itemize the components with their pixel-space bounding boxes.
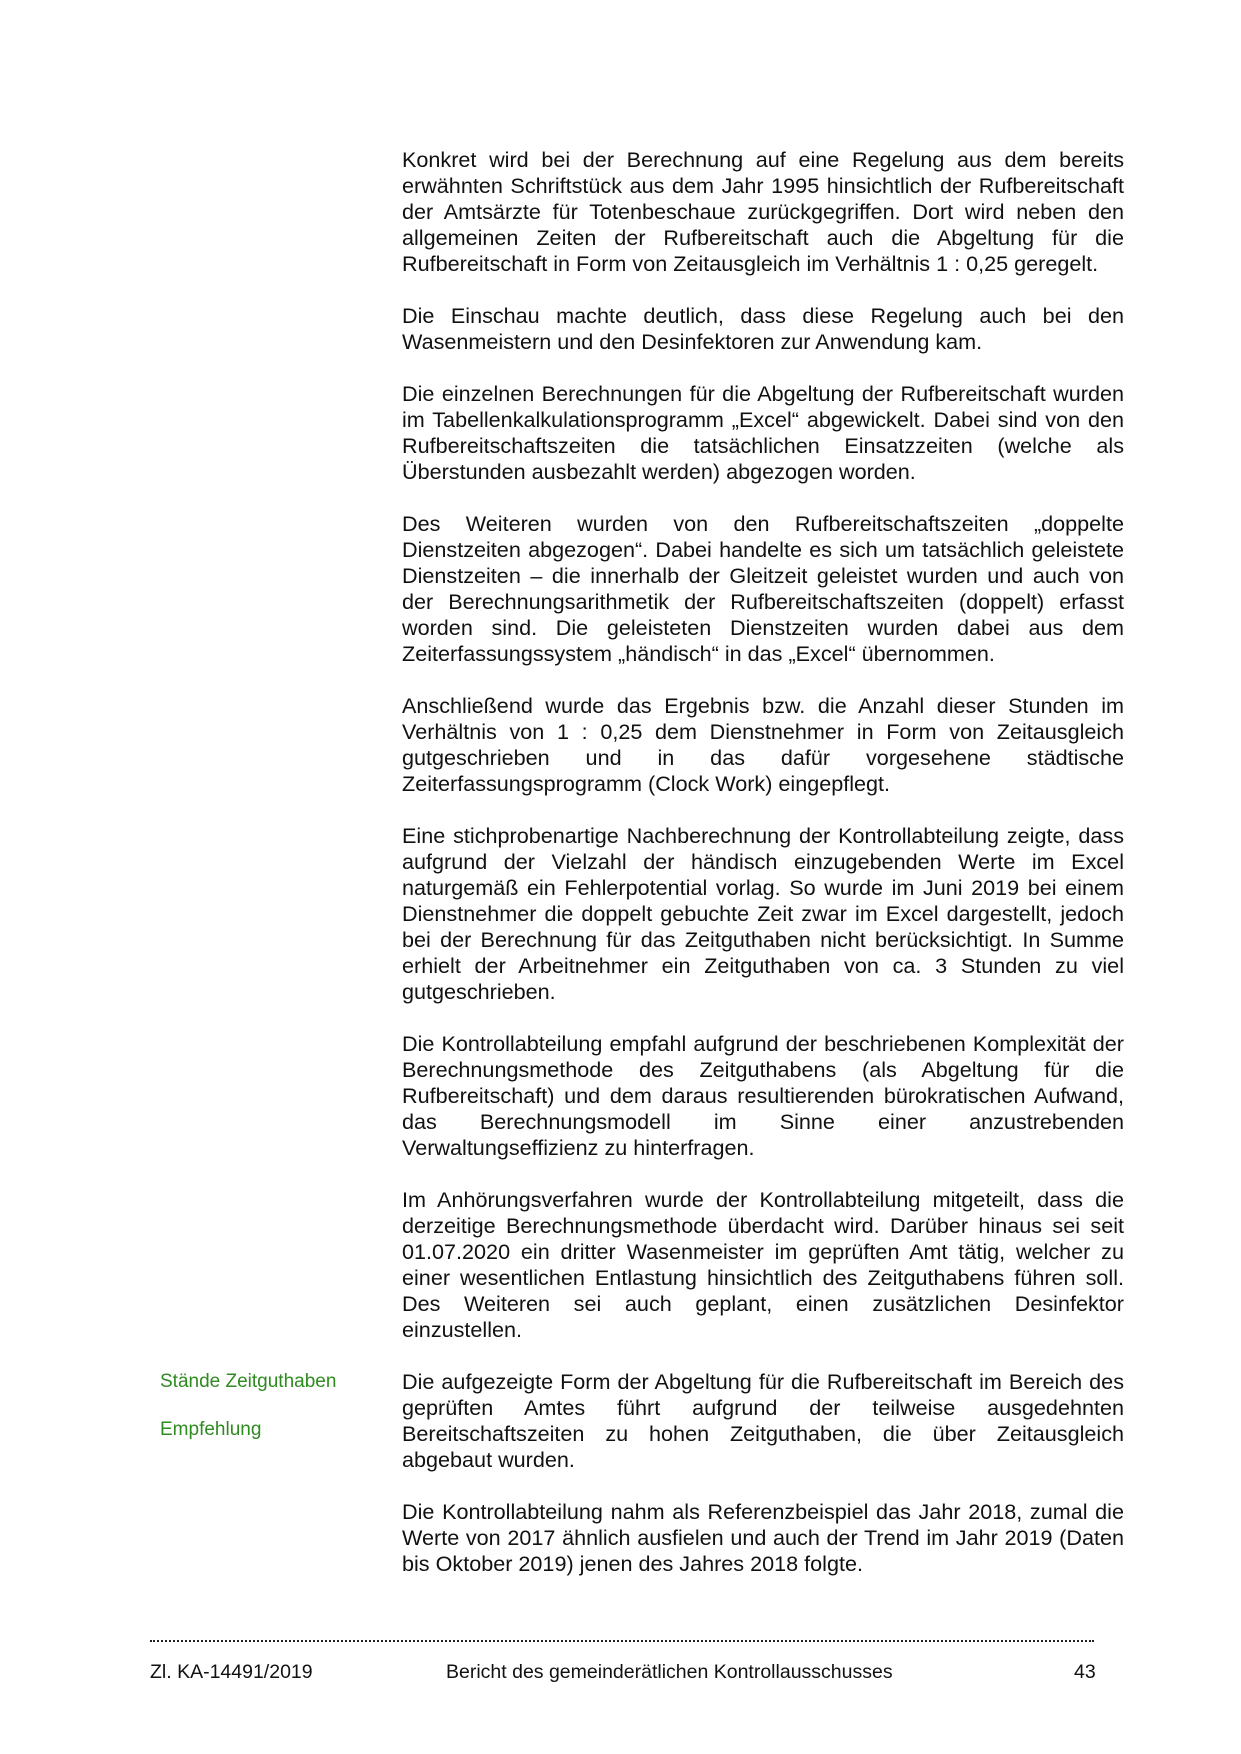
paragraph-5: Anschließend wurde das Ergebnis bzw. die Anzahl dieser Stunden im Verhältnis von 1 : 0,25 dem Dienstnehmer in Form von Zeitausgleich gutgeschrieben und in das dafür vorgesehene städtische Zeiterfassungsprogramm (Clock Work) eingepflegt.: [402, 693, 1124, 796]
paragraph-9: Die aufgezeigte Form der Abgeltung für die Rufbereitschaft im Bereich des geprüften Amtes führt aufgrund der teilweise ausgedehnten Bereitschaftszeiten zu hohen Zeitguthaben, die über Zeitausgleich abgebaut wurden.: [402, 1369, 1124, 1472]
footer-page-number: 43: [1074, 1661, 1096, 1683]
paragraph-3: Die einzelnen Berechnungen für die Abgeltung der Rufbereitschaft wurden im Tabellenkalkulationsprogramm „Excel“ abgewickelt. Dabei sind von den Rufbereitschaftszeiten die tatsächlichen Einsatzzeiten (welche als Überstunden ausbezahlt werden) abgezogen worden.: [402, 381, 1124, 484]
footer-title: Bericht des gemeinderätlichen Kontrollausschusses: [446, 1661, 893, 1683]
footer-reference: Zl. KA-14491/2019: [150, 1661, 313, 1683]
margin-note-empfehlung: Empfehlung: [160, 1419, 262, 1440]
paragraph-6: Eine stichprobenartige Nachberechnung der Kontrollabteilung zeigte, dass aufgrund der Vielzahl der händisch einzugebenden Werte im Excel naturgemäß ein Fehlerpotential vorlag. So wurde im Juni 2019 bei einem Dienstnehmer die doppelt gebuchte Zeit zwar im Excel dargestellt, jedoch bei der Berechnung für das Zeitguthaben nicht berücksichtigt. In Summe erhielt der Arbeitnehmer ein Zeitguthaben von ca. 3 Stunden zu viel gutgeschrieben.: [402, 823, 1124, 1004]
paragraph-1: Konkret wird bei der Berechnung auf eine Regelung aus dem bereits erwähnten Schriftstück aus dem Jahr 1995 hinsichtlich der Rufbereitschaft der Amtsärzte für Totenbeschaue zurückgegriffen. Dort wird neben den allgemeinen Zeiten der Rufbereitschaft auch die Abgeltung für die Rufbereitschaft in Form von Zeitausgleich im Verhältnis 1 : 0,25 geregelt.: [402, 147, 1124, 276]
report-body: [402, 147, 1124, 1603]
margin-note-staende-zeitguthaben: Stände Zeitguthaben: [160, 1371, 337, 1392]
paragraph-2: Die Einschau machte deutlich, dass diese Regelung auch bei den Wasenmeistern und den Desinfektoren zur Anwendung kam.: [402, 303, 1124, 354]
paragraph-7: Die Kontrollabteilung empfahl aufgrund der beschriebenen Komplexität der Berechnungsmethode des Zeitguthabens (als Abgeltung für die Rufbereitschaft) und dem daraus resultierenden bürokratischen Aufwand, das Berechnungsmodell im Sinne einer anzustrebenden Verwaltungseffizienz zu hinterfragen.: [402, 1031, 1124, 1160]
footer-dotted-rule: [150, 1632, 1094, 1642]
paragraph-10: Die Kontrollabteilung nahm als Referenzbeispiel das Jahr 2018, zumal die Werte von 2017 ähnlich ausfielen und auch der Trend im Jahr 2019 (Daten bis Oktober 2019) jenen des Jahres 2018 folgte.: [402, 1499, 1124, 1576]
paragraph-8: Im Anhörungsverfahren wurde der Kontrollabteilung mitgeteilt, dass die derzeitige Berechnungsmethode überdacht wird. Darüber hinaus sei seit 01.07.2020 ein dritter Wasenmeister im geprüften Amt tätig, welcher zu einer wesentlichen Entlastung hinsichtlich des Zeitguthabens führen soll. Des Weiteren sei auch geplant, einen zusätzlichen Desinfektor einzustellen.: [402, 1187, 1124, 1342]
paragraph-4: Des Weiteren wurden von den Rufbereitschaftszeiten „doppelte Dienstzeiten abgezogen“. Dabei handelte es sich um tatsächlich geleistete Dienstzeiten – die innerhalb der Gleitzeit geleistet wurden und auch von der Berechnungsarithmetik der Rufbereitschaftszeiten (doppelt) erfasst worden sind. Die geleisteten Dienstzeiten wurden dabei aus dem Zeiterfassungssystem „händisch“ in das „Excel“ übernommen.: [402, 511, 1124, 666]
